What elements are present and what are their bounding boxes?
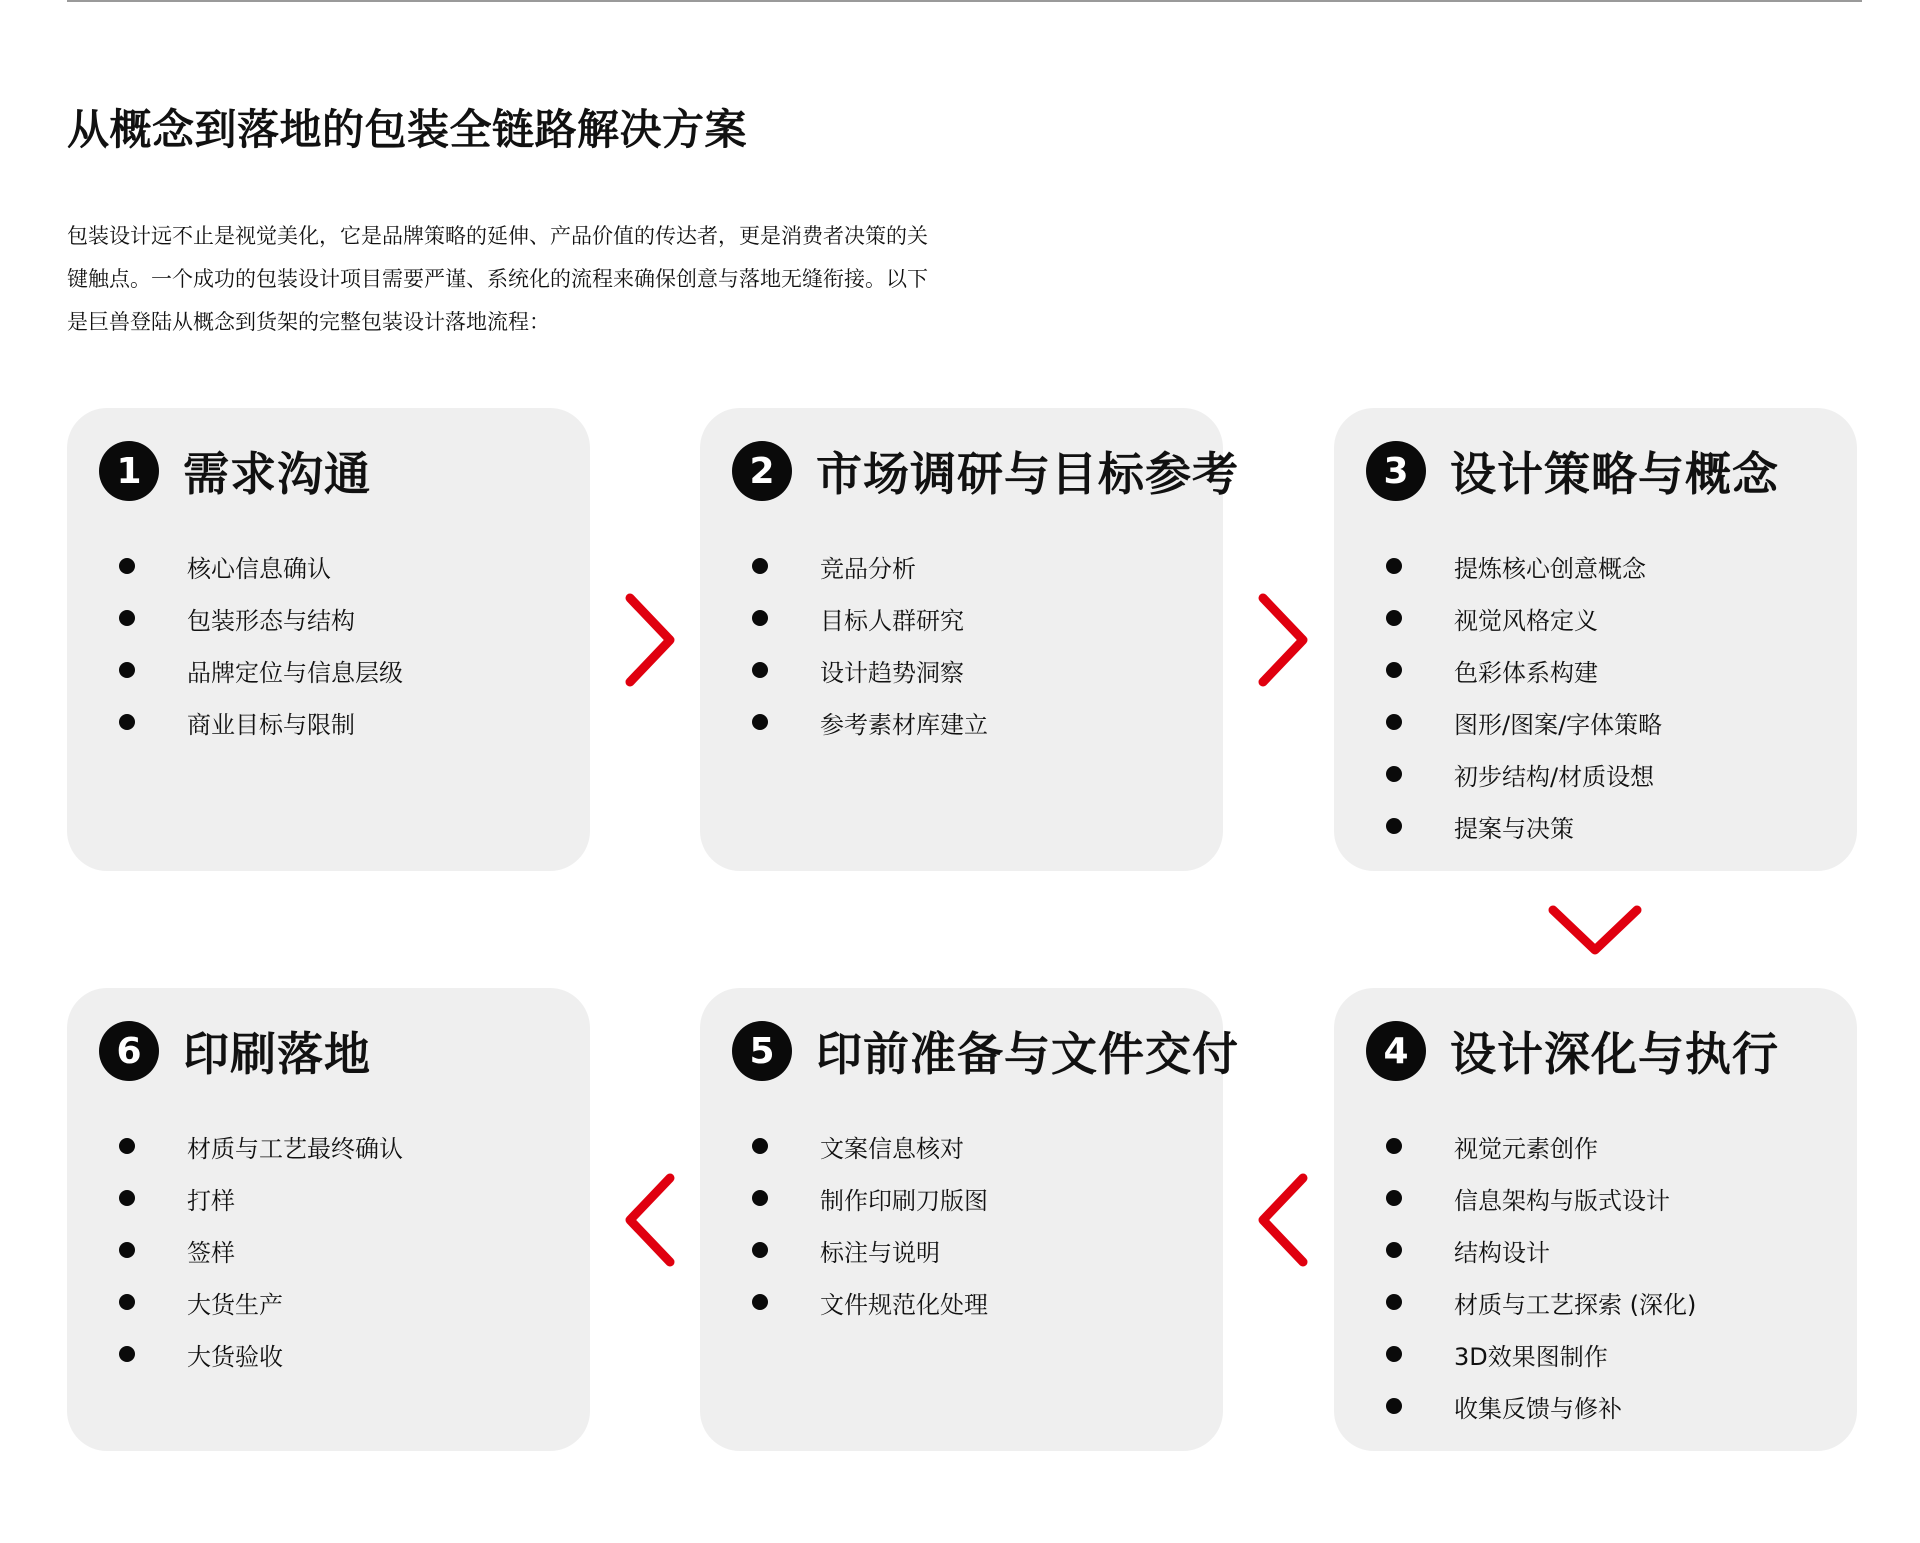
list-item [1386,696,1662,748]
item-text: 提案与决策 [1454,814,1574,843]
step-card-2 [700,408,1239,871]
item-text: 收集反馈与修补 [1454,1394,1622,1423]
step-header [732,1020,1239,1082]
step-number-badge: 3 [1366,441,1426,501]
item-text: 色彩体系构建 [1454,658,1598,687]
step-card-5 [700,988,1239,1451]
step-header [1366,440,1779,502]
step-item-list [1386,1120,1696,1432]
item-text: 包装形态与结构 [187,606,355,635]
step-number-badge: 2 [732,441,792,501]
list-item [1386,1276,1696,1328]
bullet-icon [752,1190,768,1206]
bullet-icon [752,1242,768,1258]
item-text: 品牌定位与信息层级 [187,658,403,687]
step-header [1366,1020,1779,1082]
list-item [752,1172,988,1224]
item-text: 信息架构与版式设计 [1454,1186,1670,1215]
item-text: 结构设计 [1454,1238,1550,1267]
chevron-right-icon [1253,590,1313,690]
list-item [752,696,988,748]
top-divider [67,0,1862,2]
list-item [752,1224,988,1276]
chevron-left-icon [620,1170,680,1270]
bullet-icon [1386,1346,1402,1362]
bullet-icon [752,714,768,730]
list-item [752,644,988,696]
step-card-1 [67,408,590,871]
item-text: 目标人群研究 [820,606,964,635]
bullet-icon [119,558,135,574]
bullet-icon [119,1190,135,1206]
list-item [1386,1328,1696,1380]
step-title: 印前准备与文件交付 [816,1027,1239,1081]
list-item [1386,800,1662,852]
item-text: 提炼核心创意概念 [1454,554,1646,583]
step-number-badge: 6 [99,1021,159,1081]
item-text: 文案信息核对 [820,1134,964,1163]
step-item-list [1386,540,1662,852]
item-text: 视觉风格定义 [1454,606,1598,635]
list-item [119,1224,403,1276]
bullet-icon [1386,1190,1402,1206]
list-item [1386,1380,1696,1432]
item-text: 标注与说明 [820,1238,940,1267]
bullet-icon [1386,662,1402,678]
step-title: 印刷落地 [183,1027,371,1081]
step-item-list [752,540,988,748]
list-item [1386,540,1662,592]
list-item [119,1172,403,1224]
item-text: 打样 [187,1186,235,1215]
bullet-icon [1386,558,1402,574]
bullet-icon [1386,766,1402,782]
list-item [752,1276,988,1328]
bullet-icon [119,1138,135,1154]
bullet-icon [119,714,135,730]
item-text: 文件规范化处理 [820,1290,988,1319]
item-text: 设计趋势洞察 [820,658,964,687]
list-item [119,1328,403,1380]
bullet-icon [1386,610,1402,626]
item-text: 签样 [187,1238,235,1267]
bullet-icon [119,1294,135,1310]
step-header [732,440,1239,502]
step-title: 设计深化与执行 [1450,1027,1779,1081]
bullet-icon [1386,1398,1402,1414]
list-item [119,1276,403,1328]
list-item [1386,1172,1696,1224]
list-item [1386,1120,1696,1172]
bullet-icon [119,662,135,678]
item-text: 商业目标与限制 [187,710,355,739]
list-item [752,1120,988,1172]
list-item [1386,748,1662,800]
bullet-icon [119,1242,135,1258]
bullet-icon [1386,714,1402,730]
bullet-icon [1386,1294,1402,1310]
bullet-icon [752,1138,768,1154]
step-card-3 [1334,408,1857,871]
list-item [1386,644,1662,696]
item-text: 视觉元素创作 [1454,1134,1598,1163]
step-number-badge: 1 [99,441,159,501]
list-item [1386,1224,1696,1276]
step-item-list [119,540,403,748]
item-text: 核心信息确认 [187,554,331,583]
bullet-icon [119,610,135,626]
item-text: 3D效果图制作 [1454,1342,1608,1371]
item-text: 初步结构/材质设想 [1454,762,1655,791]
step-number-badge: 4 [1366,1021,1426,1081]
step-title: 设计策略与概念 [1450,447,1779,501]
chevron-down-icon [1545,900,1645,960]
step-header [99,440,371,502]
list-item [1386,592,1662,644]
step-title: 市场调研与目标参考 [816,447,1239,501]
chevron-right-icon [620,590,680,690]
item-text: 材质与工艺探索 (深化) [1454,1290,1697,1319]
intro-line: 包装设计远不止是视觉美化，它是品牌策略的延伸、产品价值的传达者，更是消费者决策的关 [67,224,928,248]
step-card-6 [67,988,590,1451]
list-item [119,1120,403,1172]
bullet-icon [1386,1138,1402,1154]
bullet-icon [752,662,768,678]
step-item-list [752,1120,988,1328]
item-text: 竞品分析 [820,554,916,583]
chevron-left-icon [1253,1170,1313,1270]
list-item [119,644,403,696]
bullet-icon [752,610,768,626]
step-header [99,1020,371,1082]
step-title: 需求沟通 [183,447,371,501]
item-text: 制作印刷刀版图 [820,1186,988,1215]
bullet-icon [752,558,768,574]
step-item-list [119,1120,403,1380]
item-text: 大货生产 [187,1290,283,1319]
item-text: 参考素材库建立 [820,710,988,739]
bullet-icon [1386,818,1402,834]
bullet-icon [119,1346,135,1362]
list-item [119,540,403,592]
step-card-4 [1334,988,1857,1451]
bullet-icon [1386,1242,1402,1258]
item-text: 大货验收 [187,1342,283,1371]
intro-line: 键触点。一个成功的包装设计项目需要严谨、系统化的流程来确保创意与落地无缝衔接。以下 [67,267,928,291]
item-text: 图形/图案/字体策略 [1454,710,1663,739]
list-item [119,592,403,644]
list-item [752,540,988,592]
bullet-icon [752,1294,768,1310]
page-title: 从概念到落地的包装全链路解决方案 [67,105,748,154]
item-text: 材质与工艺最终确认 [187,1134,403,1163]
step-number-badge: 5 [732,1021,792,1081]
list-item [119,696,403,748]
intro-line: 是巨兽登陆从概念到货架的完整包装设计落地流程： [67,310,550,334]
list-item [752,592,988,644]
intro-paragraph [67,215,967,344]
